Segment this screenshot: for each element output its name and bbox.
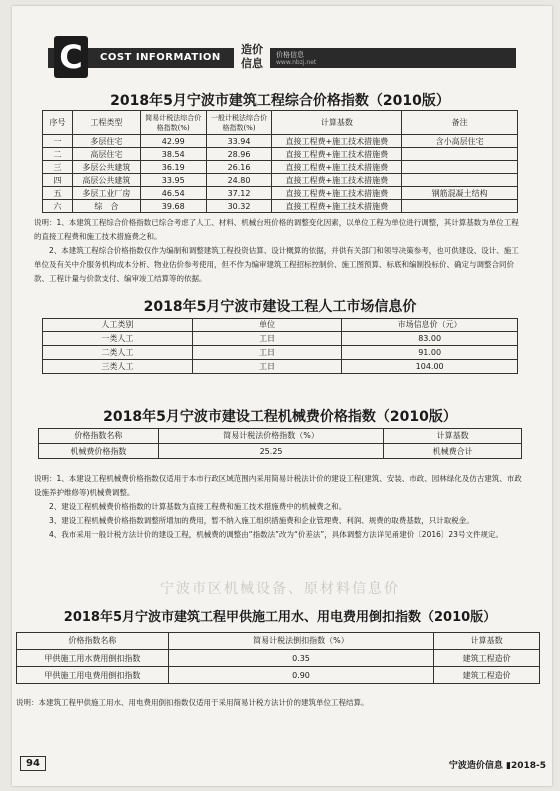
machinery-index-table [38,428,522,459]
col-header: 工程类型 [72,111,140,135]
utility-deduction-table [16,632,540,684]
table-cell: 直接工程费+施工技术措施费 [272,200,402,213]
table-cell: 直接工程费+施工技术措施费 [272,148,402,161]
labor-price-table [42,318,518,374]
table-row [43,161,518,174]
table-row [17,667,540,684]
table-row [43,360,518,374]
table-cell: 甲供施工用电费用倒扣指数 [17,667,169,684]
table-cell: 三类人工 [43,360,193,374]
table-cell: 39.68 [140,200,206,213]
table-cell: 24.80 [206,174,272,187]
logo-c-icon: C [54,36,88,78]
table-cell: 直接工程费+施工技术措施费 [272,174,402,187]
table-cell: 多层住宅 [72,135,140,148]
table-row [43,135,518,148]
col-header: 简易计税法价格指数（%） [158,429,384,444]
table-cell: 37.12 [206,187,272,200]
table-cell: 0.35 [168,650,433,667]
header-english: COST INFORMATION [100,52,221,63]
table-cell: 91.00 [342,346,518,360]
section4-note: 说明：本建筑工程甲供施工用水、用电费用倒扣指数仅适用于采用简易计税方法计价的建筑单位工程结算。 [16,698,369,707]
table-cell: 一类人工 [43,332,193,346]
table-cell: 机械费合计 [384,444,522,459]
table-row [43,187,518,200]
header-url: www.nbzj.net [276,59,317,66]
col-header: 计算基数 [272,111,402,135]
cost-information-header [48,36,516,78]
table-cell: 直接工程费+施工技术措施费 [272,187,402,200]
table-cell: 42.99 [140,135,206,148]
table-cell: 建筑工程造价 [434,650,540,667]
table-cell: 工日 [192,332,342,346]
col-header: 计算基数 [384,429,522,444]
table-cell: 0.90 [168,667,433,684]
col-header: 单位 [192,319,342,332]
table-cell [402,200,518,213]
table-cell: 综 合 [72,200,140,213]
page-number: 94 [20,756,46,771]
table-cell: 30.32 [206,200,272,213]
section3-title: 2018年5月宁波市建设工程机械费价格指数（2010版） [103,409,457,425]
table-cell: 高层住宅 [72,148,140,161]
table-cell: 直接工程费+施工技术措施费 [272,161,402,174]
table-cell: 46.54 [140,187,206,200]
table-cell: 33.95 [140,174,206,187]
table-row [43,148,518,161]
table-cell: 一 [43,135,73,148]
table-row [43,332,518,346]
section1-notes: 说明：1、本建筑工程综合价格指数已综合考虑了人工、材料、机械台班价格的调整变化因素，以单位工程为单位进行调整，其计算基数为单位工程的直接工程费和施工技术措施费之和。 2、本建筑工程综合价格指数仅作为编制和调整建筑工程投资估算、设计概算的依据，并供有关部门和领导决策参考，也可供建设、设计、施工单位及有关中介服务机构成本分析、物业估价参考使用，但不作为编审建筑工程招标控制价、施工图预算、标底和编制投标价、确定与调整合同价款、工程计量与价款支付、编审竣工结算等的依据。 [34,218,519,283]
table-cell: 多层工业厂房 [72,187,140,200]
section2-title: 2018年5月宁波市建设工程人工市场信息价 [143,299,417,315]
table-cell [402,161,518,174]
col-header: 简易计税法综合价格指数(%) [140,111,206,135]
watermark: 宁波市区机械设备、原材料信息价 [160,581,400,597]
table-cell: 36.19 [140,161,206,174]
col-header: 市场信息价（元） [342,319,518,332]
table-cell: 建筑工程造价 [434,667,540,684]
table-cell: 28.96 [206,148,272,161]
composite-index-table [42,110,518,213]
col-header: 价格指数名称 [17,633,169,650]
table-cell: 直接工程费+施工技术措施费 [272,135,402,148]
col-header: 一般计税法综合价格指数(%) [206,111,272,135]
table-cell: 钢筋混凝土结构 [402,187,518,200]
table-cell: 含小高层住宅 [402,135,518,148]
header-chinese: 造价 信息 [234,43,270,73]
section4-title: 2018年5月宁波市建筑工程甲供施工用水、用电费用倒扣指数（2010版） [63,610,497,625]
table-cell: 五 [43,187,73,200]
header-subsection: 价格信息 [276,51,304,59]
table-cell [402,148,518,161]
section3-notes: 说明：1、本建设工程机械费价格指数仅适用于本市行政区域范围内采用简易计税法计价的建设工程(建筑、安装、市政、园林绿化及仿古建筑、市政设施养护维修等)机械费调整。 2、建设工程机械费价格指数的计算基数为直接工程费和施工技术措施费中的机械费之和。 3、建设工程机械费价格指数调整所增加的费用，暂不纳入施工组织措施费和企业管理费、利润、规费的取费基数，只计取税金。 4、我市采用一般计税方法计价的建设工程，机械费的调整由“指数法”改为“价差法”，具体调整方法详见甬建价〔2016〕23号文件规定。 [34,474,522,539]
table-cell: 33.94 [206,135,272,148]
table-cell: 104.00 [342,360,518,374]
table-cell: 机械费价格指数 [39,444,159,459]
table-row [17,650,540,667]
magazine-name: 宁波造价信息 ▮2018-5 [448,761,546,771]
table-row [43,346,518,360]
col-header: 简易计税法倒扣指数（%） [168,633,433,650]
table-cell: 四 [43,174,73,187]
table-cell: 甲供施工用水费用倒扣指数 [17,650,169,667]
table-cell: 二 [43,148,73,161]
table-row [39,444,522,459]
table-cell: 工日 [192,360,342,374]
table-row [43,174,518,187]
table-cell: 二类人工 [43,346,193,360]
table-cell: 26.16 [206,161,272,174]
col-header: 备注 [402,111,518,135]
table-cell: 25.25 [158,444,384,459]
table-cell: 83.00 [342,332,518,346]
col-header: 价格指数名称 [39,429,159,444]
section1-title: 2018年5月宁波市建筑工程综合价格指数（2010版） [110,93,450,109]
table-cell: 工日 [192,346,342,360]
table-cell: 38.54 [140,148,206,161]
col-header: 人工类别 [43,319,193,332]
table-cell: 高层公共建筑 [72,174,140,187]
table-cell: 六 [43,200,73,213]
col-header: 序号 [43,111,73,135]
table-cell: 三 [43,161,73,174]
table-cell: 多层公共建筑 [72,161,140,174]
table-row [43,200,518,213]
table-cell [402,174,518,187]
col-header: 计算基数 [434,633,540,650]
